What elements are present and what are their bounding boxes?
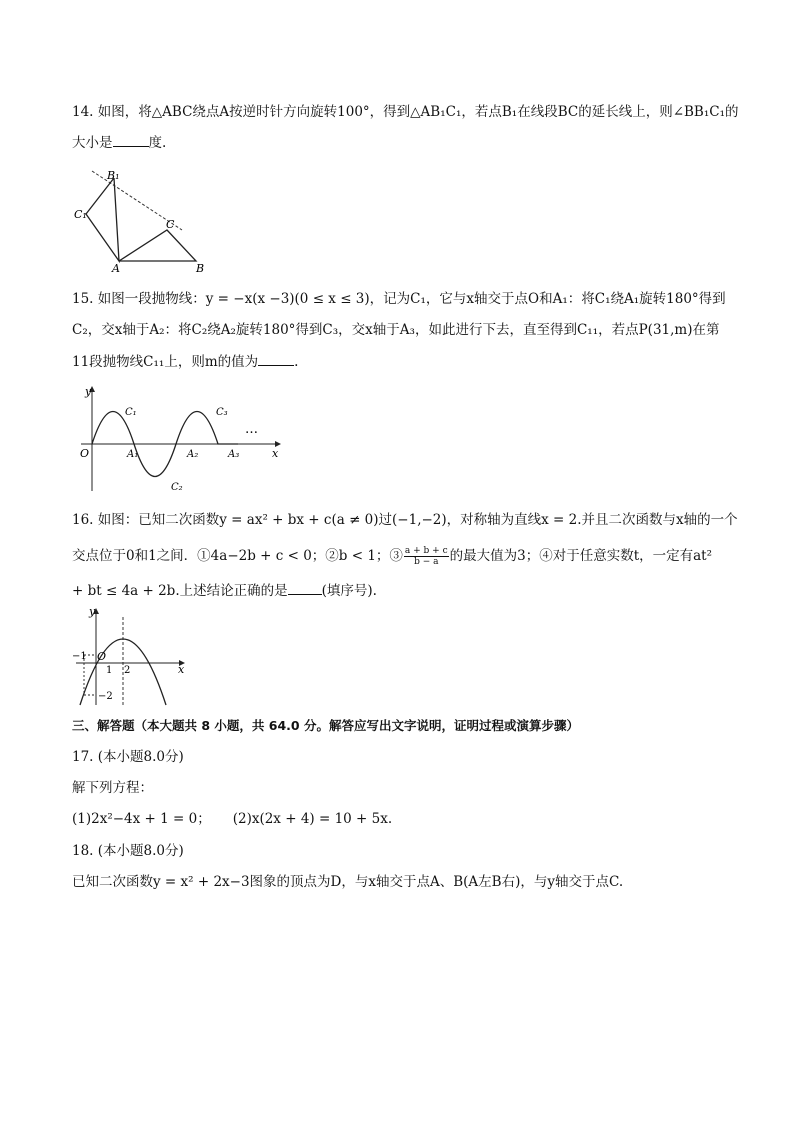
q15-line1: 15. 如图一段抛物线：y = −x(x −3)(0 ≤ x ≤ 3)，记为C₁，它与x轴交于点O和A₁：将C₁绕A₁旋转180°得到 [72, 291, 726, 307]
q16-line2-part-b: 的最大值为3；④对于任意实数t，一定有at² [449, 548, 713, 564]
q14-triangle-ab1c1 [86, 178, 119, 261]
q16-figure [72, 605, 192, 707]
q14-label-b: B [196, 262, 205, 275]
q16-line1: 16. 如图：已知二次函数y = ax² + bx + c(a ≠ 0)过(−1,−2)，对称轴为直线x = 2.并且二次函数与x轴的一个 [72, 512, 738, 528]
q15-label-c1: C₁ [125, 407, 137, 418]
q15-label-x: x [272, 447, 279, 460]
q14-answer-blank [113, 132, 149, 147]
q15-label-a1: A₁ [127, 449, 139, 460]
q16-line3-suffix: (填序号). [321, 583, 377, 599]
q16-line3 [72, 580, 377, 601]
q15-line3-suffix: . [294, 354, 299, 370]
q17-instruction: 解下列方程： [72, 780, 153, 796]
q16-label-y: y [89, 605, 96, 618]
q16-fraction [404, 546, 449, 567]
q16-line3-prefix: + bt ≤ 4a + 2b.上述结论正确的是 [72, 583, 288, 599]
q14-triangle-abc [119, 230, 196, 261]
q16-label-one: 1 [106, 665, 113, 676]
q15-label-y: y [85, 385, 92, 398]
q15-label-o: O [80, 447, 90, 460]
q17-eq2: (2)x(2x + 4) = 10 + 5x. [232, 811, 393, 827]
q15-line3-prefix: 11段抛物线C₁₁上，则m的值为 [72, 354, 259, 370]
q16-line2-part-a: 交点位于0和1之间．①4a−2b + c < 0；②b < 1；③ [72, 548, 403, 564]
section3-title: 三、解答题（本大题共 8 小题，共 64.0 分。解答应写出文字说明，证明过程或演算步骤） [72, 718, 579, 733]
q15-label-c2: C₂ [171, 482, 183, 493]
q14-line2 [72, 132, 166, 153]
q18-text: 已知二次函数y = x² + 2x−3图象的顶点为D，与x轴交于点A、B(A左B右)，与y轴交于点C. [72, 874, 624, 890]
q16-line2 [72, 546, 712, 567]
q14-figure [72, 168, 212, 276]
q15-answer-blank [258, 351, 294, 366]
q15-label-a2: A₂ [187, 449, 199, 460]
q16-answer-blank [288, 580, 322, 595]
q15-line2: C₂，交x轴于A₂：将C₂绕A₂旋转180°得到C₃，交x轴于A₃，如此进行下去，直至得到C₁₁，若点P(31,m)在第 [72, 322, 720, 338]
q17-equations [72, 809, 392, 829]
q18-header: 18. (本小题8.0分) [72, 843, 184, 859]
q16-label-minus2: −2 [98, 691, 113, 702]
q14-line2-prefix: 大小是 [72, 135, 113, 151]
q15-label-c3: C₃ [216, 407, 228, 418]
q15-ellipsis: … [245, 422, 258, 437]
q16-label-x: x [178, 663, 185, 676]
q14-line1: 14. 如图，将△ABC绕点A按逆时针方向旋转100°，得到△AB₁C₁，若点B₁在线段BC的延长线上，则∠BB₁C₁的 [72, 104, 739, 120]
q14-label-b1: B₁ [107, 169, 120, 182]
q14-label-c: C [166, 218, 175, 231]
q17-header: 17. (本小题8.0分) [72, 749, 184, 765]
q17-eq1: (1)2x²−4x + 1 = 0； [72, 811, 211, 827]
q15-line3 [72, 351, 298, 372]
q16-fraction-numerator: a + b + c [404, 546, 448, 556]
q14-line2-suffix: 度. [148, 135, 167, 151]
q16-label-minus1: −1 [72, 651, 87, 662]
q16-label-two: 2 [124, 665, 131, 676]
q15-label-a3: A₃ [228, 449, 240, 460]
q16-fraction-denominator: b − a [414, 557, 439, 567]
q16-label-o: O [97, 650, 107, 663]
q14-label-a: A [112, 262, 120, 275]
q14-label-c1: C₁ [74, 208, 87, 221]
q15-figure [75, 383, 290, 493]
